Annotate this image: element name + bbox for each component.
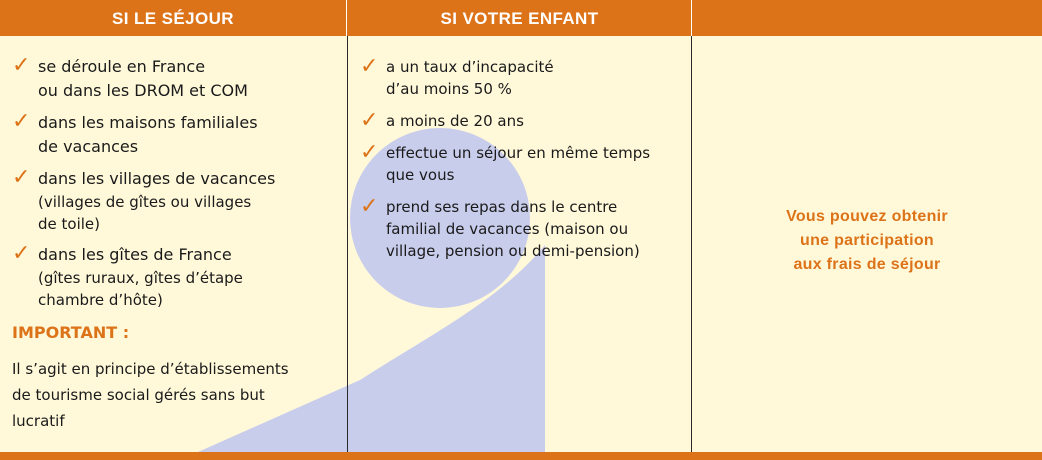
bottom-border: [0, 452, 1042, 460]
note-line: Il s’agit en principe d’établissements: [12, 360, 289, 378]
list-item: [12, 243, 342, 311]
sejour-conditions: [12, 55, 342, 434]
item-text: prend ses repas dans le centre: [386, 198, 618, 216]
check-icon: ✓: [360, 108, 379, 133]
list-item: [360, 110, 690, 132]
item-text: de vacances: [38, 137, 139, 156]
item-subtext: (gîtes ruraux, gîtes d’étape: [38, 269, 243, 287]
item-text: a moins de 20 ans: [386, 112, 524, 130]
item-text: se déroule en France: [38, 57, 206, 76]
check-icon: ✓: [360, 194, 379, 219]
item-text: familial de vacances (maison ou: [386, 220, 629, 238]
item-text: ou dans les DROM et COM: [38, 81, 248, 100]
note-line: de tourisme social gérés sans but: [12, 386, 265, 404]
list-item: [12, 111, 342, 159]
header-divider: [346, 0, 347, 36]
item-subtext: chambre d’hôte): [38, 291, 163, 309]
header-col-enfant: SI VOTRE ENFANT: [440, 9, 599, 28]
important-note: [12, 356, 342, 434]
item-text: village, pension ou demi-pension): [386, 242, 640, 260]
list-item: [360, 142, 690, 186]
item-text: dans les maisons familiales: [38, 113, 258, 132]
header-col-sejour: SI LE SÉJOUR: [112, 9, 234, 28]
item-text: que vous: [386, 166, 455, 184]
list-item: [360, 196, 690, 262]
list-item: [12, 55, 342, 103]
item-subtext: de toile): [38, 215, 100, 233]
item-subtext: (villages de gîtes ou villages: [38, 193, 252, 211]
check-icon: ✓: [360, 140, 379, 165]
item-text: d’au moins 50 %: [386, 80, 512, 98]
table-header: [0, 0, 1042, 36]
header-col-result: [692, 0, 1042, 36]
list-item: [12, 167, 342, 235]
result-text: [692, 205, 1042, 277]
result-line: une participation: [800, 232, 934, 249]
check-icon: ✓: [360, 54, 379, 79]
check-icon: ✓: [12, 165, 31, 190]
item-text: effectue un séjour en même temps: [386, 144, 651, 162]
check-icon: ✓: [12, 241, 31, 266]
item-text: dans les gîtes de France: [38, 245, 232, 264]
column-divider: [347, 36, 348, 452]
item-text: dans les villages de vacances: [38, 169, 276, 188]
important-label: IMPORTANT :: [12, 323, 130, 342]
result-line: Vous pouvez obtenir: [786, 208, 948, 225]
item-text: a un taux d’incapacité: [386, 58, 554, 76]
note-line: lucratif: [12, 412, 65, 430]
list-item: [360, 56, 690, 100]
check-icon: ✓: [12, 109, 31, 134]
result-line: aux frais de séjour: [793, 256, 941, 273]
check-icon: ✓: [12, 53, 31, 78]
enfant-conditions: [360, 56, 690, 272]
